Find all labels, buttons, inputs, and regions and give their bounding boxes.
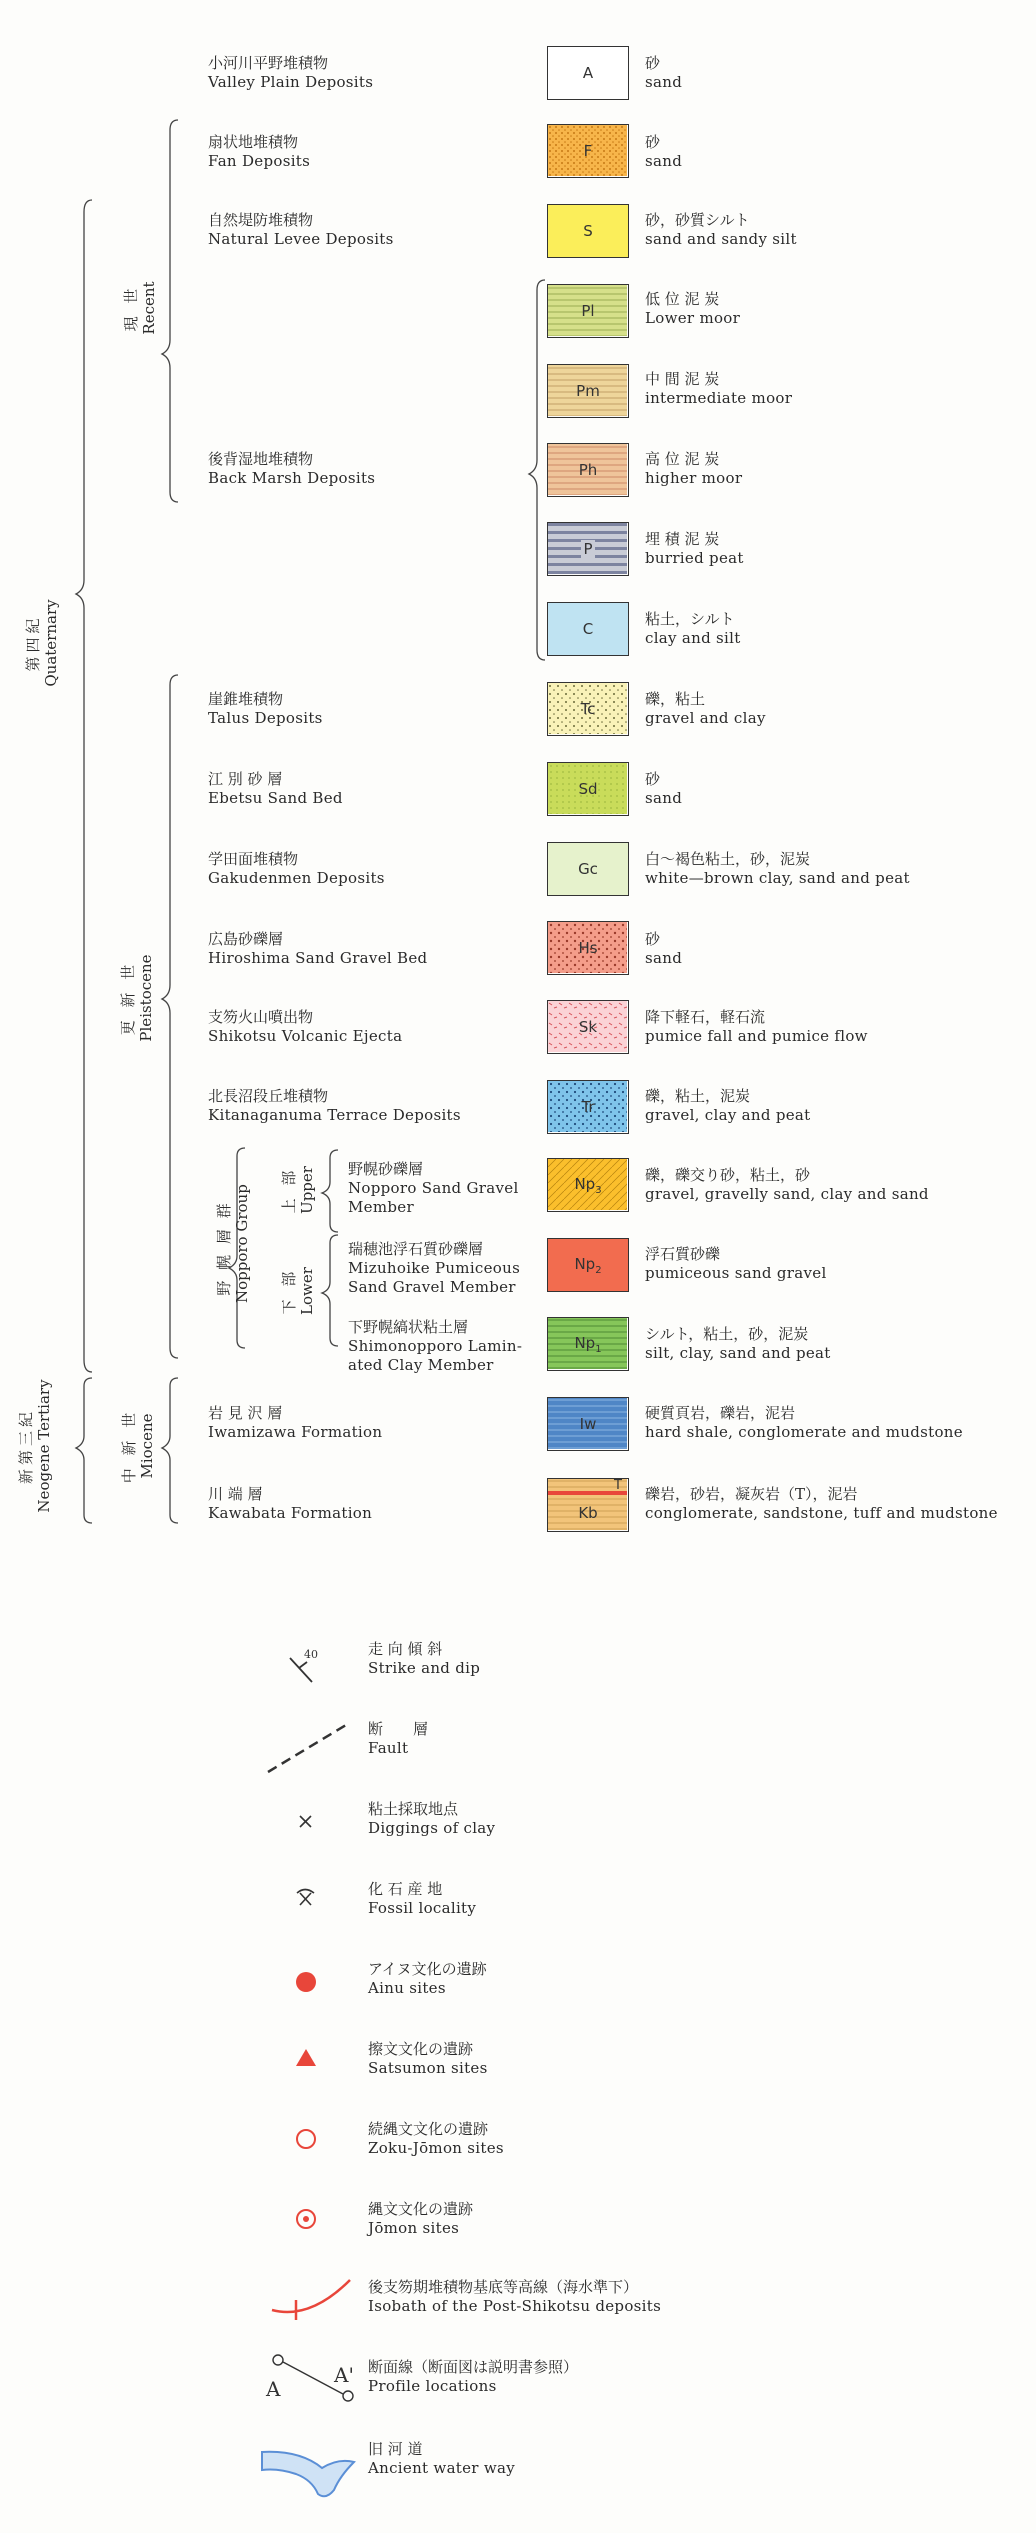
unit-name-sd: [208, 770, 343, 808]
swatch-iw: [547, 1397, 629, 1451]
swatch-np1: $Np_1$: [547, 1317, 629, 1371]
symbol-strike-dip: [368, 1640, 480, 1678]
quaternary-label: [24, 583, 60, 703]
symbol-fault: [368, 1720, 428, 1758]
desc-jp: 砂: [645, 54, 661, 72]
unit-en: Gakudenmen Deposits: [208, 869, 385, 887]
desc-jp: 粘土，シルト: [645, 610, 735, 628]
desc-jp: 礫，粘土，泥炭: [645, 1087, 751, 1105]
lower-label: [280, 1261, 316, 1321]
desc-np3: [645, 1166, 929, 1204]
swatch-code: Tr: [581, 1098, 595, 1116]
desc-jp: 浮石質砂礫: [645, 1245, 721, 1263]
symbol-en: Satsumon sites: [368, 2059, 488, 2077]
symbol-icons: [0, 1620, 1036, 2533]
triangle-icon: [296, 2049, 316, 2066]
desc-en: intermediate moor: [645, 389, 793, 407]
symbol-zoku-jomon: [368, 2120, 504, 2158]
unit-name-sk: [208, 1008, 402, 1046]
fault-icon: [268, 1725, 346, 1772]
symbol-ainu: [368, 1960, 487, 1998]
swatch-code: Sk: [578, 1018, 598, 1036]
desc-jp: 礫，礫交り砂，粘土，砂: [645, 1166, 811, 1184]
fossil-icon: [297, 1890, 314, 1906]
isobath-icon: [272, 2280, 350, 2320]
symbol-en: Jōmon sites: [368, 2219, 460, 2237]
symbol-jp: 粘土採取地点: [368, 1800, 459, 1818]
unit-jp: 下野幌縞状粘土層: [348, 1318, 469, 1336]
unit-name-gc: [208, 850, 385, 888]
swatch-code: P: [583, 540, 593, 558]
symbol-jp: 後支笏期堆積物基底等高線（海水準下）: [368, 2278, 639, 2296]
symbol-jp: 走 向 傾 斜: [368, 1640, 443, 1658]
recent-en: Recent: [140, 281, 158, 335]
swatch-tr: [547, 1080, 629, 1134]
upper-jp: 上 部: [280, 1166, 298, 1214]
unit-jp: 北長沼段丘堆積物: [208, 1087, 329, 1105]
unit-name-tr: [208, 1087, 461, 1125]
swatch-p: [547, 522, 629, 576]
desc-en: sand and sandy silt: [645, 230, 797, 248]
filled-circle-icon: [296, 1972, 316, 1992]
desc-jp: 砂: [645, 930, 661, 948]
unit-en: Hiroshima Sand Gravel Bed: [208, 949, 428, 967]
unit-name-f: [208, 133, 310, 171]
lower-en: Lower: [298, 1267, 316, 1315]
swatch-code: Pl: [581, 302, 595, 320]
symbol-jp: 旧 河 道: [368, 2440, 423, 2458]
swatch-pl: [547, 284, 629, 338]
swatch-code: A: [582, 64, 594, 82]
desc-pl: [645, 290, 740, 328]
desc-en: gravel, clay and peat: [645, 1106, 811, 1124]
symbol-en: Zoku-Jōmon sites: [368, 2139, 504, 2157]
desc-en: gravel, gravelly sand, clay and sand: [645, 1185, 929, 1203]
unit-jp: 扇状地堆積物: [208, 133, 299, 151]
miocene-jp: 中 新 世: [120, 1408, 138, 1484]
waterway-icon: [262, 2452, 354, 2496]
symbol-en: Ainu sites: [368, 1979, 446, 1997]
tuff-mark: T: [614, 1478, 622, 1493]
desc-en: hard shale, conglomerate and mudstone: [645, 1423, 963, 1441]
upper-label: [280, 1160, 316, 1220]
desc-jp: 砂: [645, 770, 661, 788]
unit-en: Back Marsh Deposits: [208, 469, 376, 487]
desc-en: pumice fall and pumice flow: [645, 1027, 868, 1045]
desc-np1: [645, 1325, 831, 1363]
unit-name-tc: [208, 690, 323, 728]
desc-en: white—brown clay, sand and peat: [645, 869, 910, 887]
unit-jp: 瑞穂池浮石質砂礫層: [348, 1240, 484, 1258]
unit-name-s: [208, 211, 394, 249]
unit-en: Iwamizawa Formation: [208, 1423, 383, 1441]
desc-en: silt, clay, sand and peat: [645, 1344, 831, 1362]
strike-dip-icon: [290, 1658, 312, 1682]
desc-s: [645, 211, 797, 249]
unit-en: Nopporo Sand Gravel: [348, 1179, 519, 1197]
swatch-ph: [547, 443, 629, 497]
nopporo-group-label: [215, 1184, 251, 1303]
swatch-code: Gc: [578, 860, 598, 878]
desc-iw: [645, 1404, 963, 1442]
pleistocene-en: Pleistocene: [137, 954, 155, 1042]
unit-jp: 後背湿地堆積物: [208, 450, 314, 468]
desc-jp: シルト，粘土，砂，泥炭: [645, 1325, 809, 1343]
unit-en: Natural Levee Deposits: [208, 230, 394, 248]
symbol-en: Strike and dip: [368, 1659, 481, 1677]
quaternary-en: Quaternary: [42, 599, 60, 687]
symbol-en: Ancient water way: [368, 2459, 516, 2477]
unit-en: Shimonopporo Lamin-: [348, 1337, 523, 1355]
desc-gc: [645, 850, 910, 888]
swatch-kb: [547, 1478, 629, 1532]
nopporo-jp: 野 幌 層 群: [215, 1200, 233, 1296]
desc-np2: [645, 1245, 827, 1283]
unit-jp: 崖錐堆積物: [208, 690, 284, 708]
neogene-label: [17, 1371, 53, 1521]
swatch-code: Hs: [578, 939, 598, 957]
desc-jp: 砂，砂質シルト: [645, 211, 750, 229]
swatch-code: S: [583, 222, 593, 240]
neogene-jp: 新第三紀: [17, 1408, 35, 1485]
unit-en: Mizuhoike Pumiceous: [348, 1259, 521, 1277]
swatch-s: [547, 204, 629, 258]
unit-en: Ebetsu Sand Bed: [208, 789, 343, 807]
desc-jp: 礫岩，砂岩，凝灰岩（T），泥岩: [645, 1485, 858, 1503]
swatch-f: [547, 124, 629, 178]
symbol-satsumon: [368, 2040, 488, 2078]
unit-name-hs: [208, 930, 427, 968]
unit-name-kb: [208, 1485, 372, 1523]
swatch-code: Sd: [578, 780, 598, 798]
desc-sd: [645, 770, 682, 808]
desc-jp: 低 位 泥 炭: [645, 290, 720, 308]
dip-value: 40: [304, 1648, 318, 1661]
symbol-jp: 続縄文文化の遺跡: [368, 2120, 489, 2138]
swatch-code: Kb: [578, 1504, 598, 1522]
unit-name-backmarsh: [208, 450, 375, 488]
open-circle-icon: [297, 2130, 315, 2148]
desc-tr: [645, 1087, 811, 1125]
unit-jp: 自然堤防堆積物: [208, 211, 314, 229]
recent-label: [122, 268, 158, 348]
profile-a: A: [266, 2377, 281, 2401]
cross-icon: [300, 1816, 311, 1827]
desc-en: conglomerate, sandstone, tuff and mudstone: [645, 1504, 998, 1522]
swatch-code: C: [582, 620, 594, 638]
unit-name-np3: [348, 1160, 519, 1217]
unit-name-iw: [208, 1404, 382, 1442]
symbol-jp: 縄文文化の遺跡: [368, 2200, 474, 2218]
symbol-jomon: [368, 2200, 473, 2238]
desc-jp: 白～褐色粘土，砂，泥炭: [645, 850, 811, 868]
swatch-np3: $Np_3$: [547, 1158, 629, 1212]
miocene-label: [120, 1406, 156, 1486]
unit-en: Fan Deposits: [208, 152, 311, 170]
profile-a-prime: A': [334, 2363, 354, 2387]
desc-en: higher moor: [645, 469, 743, 487]
symbol-jp: 化 石 産 地: [368, 1880, 443, 1898]
unit-en-2: ated Clay Member: [348, 1356, 494, 1374]
upper-en: Upper: [298, 1166, 316, 1214]
unit-en: Talus Deposits: [208, 709, 323, 727]
desc-f: [645, 133, 682, 171]
swatch-sk: [547, 1000, 629, 1054]
quaternary-jp: 第四紀: [24, 614, 42, 672]
desc-en: sand: [645, 73, 683, 91]
unit-jp: 支笏火山噴出物: [208, 1008, 314, 1026]
desc-ph: [645, 450, 742, 488]
swatch-code: Iw: [579, 1415, 597, 1433]
unit-name-a: [208, 54, 373, 92]
nopporo-en: Nopporo Group: [233, 1184, 251, 1303]
desc-pm: [645, 370, 792, 408]
swatch-code: Ph: [578, 461, 598, 479]
desc-jp: 降下軽石，軽石流: [645, 1008, 766, 1026]
symbol-profile: [368, 2358, 578, 2396]
symbol-en: Isobath of the Post-Shikotsu deposits: [368, 2297, 662, 2315]
symbol-clay-diggings: [368, 1800, 495, 1838]
unit-name-np1: [348, 1318, 522, 1375]
symbol-jp: 断面線（断面図は説明書参照）: [368, 2358, 579, 2376]
pleistocene-label: [119, 943, 155, 1053]
desc-jp: 埋 積 泥 炭: [645, 530, 720, 548]
symbol-isobath: [368, 2278, 661, 2316]
unit-en: Kawabata Formation: [208, 1504, 373, 1522]
unit-jp: 広島砂礫層: [208, 930, 284, 948]
desc-en: sand: [645, 789, 683, 807]
desc-hs: [645, 930, 682, 968]
desc-en: Lower moor: [645, 309, 741, 327]
symbol-jp: 擦文文化の遺跡: [368, 2040, 474, 2058]
pleistocene-jp: 更 新 世: [119, 960, 137, 1036]
swatch-hs: [547, 921, 629, 975]
unit-en-2: Sand Gravel Member: [348, 1278, 516, 1296]
unit-jp: 学田面堆積物: [208, 850, 299, 868]
swatch-np2: $Np_2$: [547, 1238, 629, 1292]
symbol-en: Fossil locality: [368, 1899, 477, 1917]
symbol-waterway: [368, 2440, 515, 2478]
unit-jp: 小河川平野堆積物: [208, 54, 329, 72]
swatch-tc: [547, 682, 629, 736]
unit-en-2: Member: [348, 1198, 414, 1216]
swatch-c: [547, 602, 629, 656]
unit-jp: 江 別 砂 層: [208, 770, 283, 788]
symbol-en: Diggings of clay: [368, 1819, 496, 1837]
unit-jp: 岩 見 沢 層: [208, 1404, 283, 1422]
symbol-jp: アイヌ文化の遺跡: [368, 1960, 487, 1978]
unit-jp: 川 端 層: [208, 1485, 263, 1503]
swatch-code: F: [583, 142, 593, 160]
swatch-code: Tc: [580, 700, 596, 718]
desc-jp: 中 間 泥 炭: [645, 370, 720, 388]
miocene-en: Miocene: [138, 1413, 156, 1479]
symbol-en: Profile locations: [368, 2377, 497, 2395]
desc-en: gravel and clay: [645, 709, 766, 727]
desc-kb: [645, 1485, 998, 1523]
desc-en: sand: [645, 152, 683, 170]
unit-name-np2: [348, 1240, 520, 1297]
desc-en: burried peat: [645, 549, 744, 567]
desc-jp: 高 位 泥 炭: [645, 450, 720, 468]
lower-jp: 下 部: [280, 1267, 298, 1315]
desc-en: clay and silt: [645, 629, 741, 647]
neogene-en: Neogene Tertiary: [35, 1379, 53, 1513]
swatch-code: Pm: [576, 382, 600, 400]
dot-circle-icon: [297, 2210, 315, 2228]
desc-jp: 硬質頁岩，礫岩，泥岩: [645, 1404, 796, 1422]
desc-c: [645, 610, 741, 648]
desc-en: sand: [645, 949, 683, 967]
recent-jp: 現 世: [122, 284, 140, 332]
symbol-en: Fault: [368, 1739, 409, 1757]
desc-jp: 砂: [645, 133, 661, 151]
desc-a: [645, 54, 682, 92]
unit-en: Kitanaganuma Terrace Deposits: [208, 1106, 461, 1124]
desc-p: [645, 530, 744, 568]
symbol-jp: 断 層: [368, 1720, 429, 1738]
symbol-fossil: [368, 1880, 476, 1918]
desc-en: pumiceous sand gravel: [645, 1264, 827, 1282]
unit-en: Valley Plain Deposits: [208, 73, 374, 91]
unit-en: Shikotsu Volcanic Ejecta: [208, 1027, 403, 1045]
desc-jp: 礫，粘土: [645, 690, 706, 708]
swatch-a: [547, 46, 629, 100]
desc-sk: [645, 1008, 868, 1046]
swatch-sd: [547, 762, 629, 816]
swatch-gc: [547, 842, 629, 896]
desc-tc: [645, 690, 766, 728]
unit-jp: 野幌砂礫層: [348, 1160, 424, 1178]
swatch-pm: [547, 364, 629, 418]
